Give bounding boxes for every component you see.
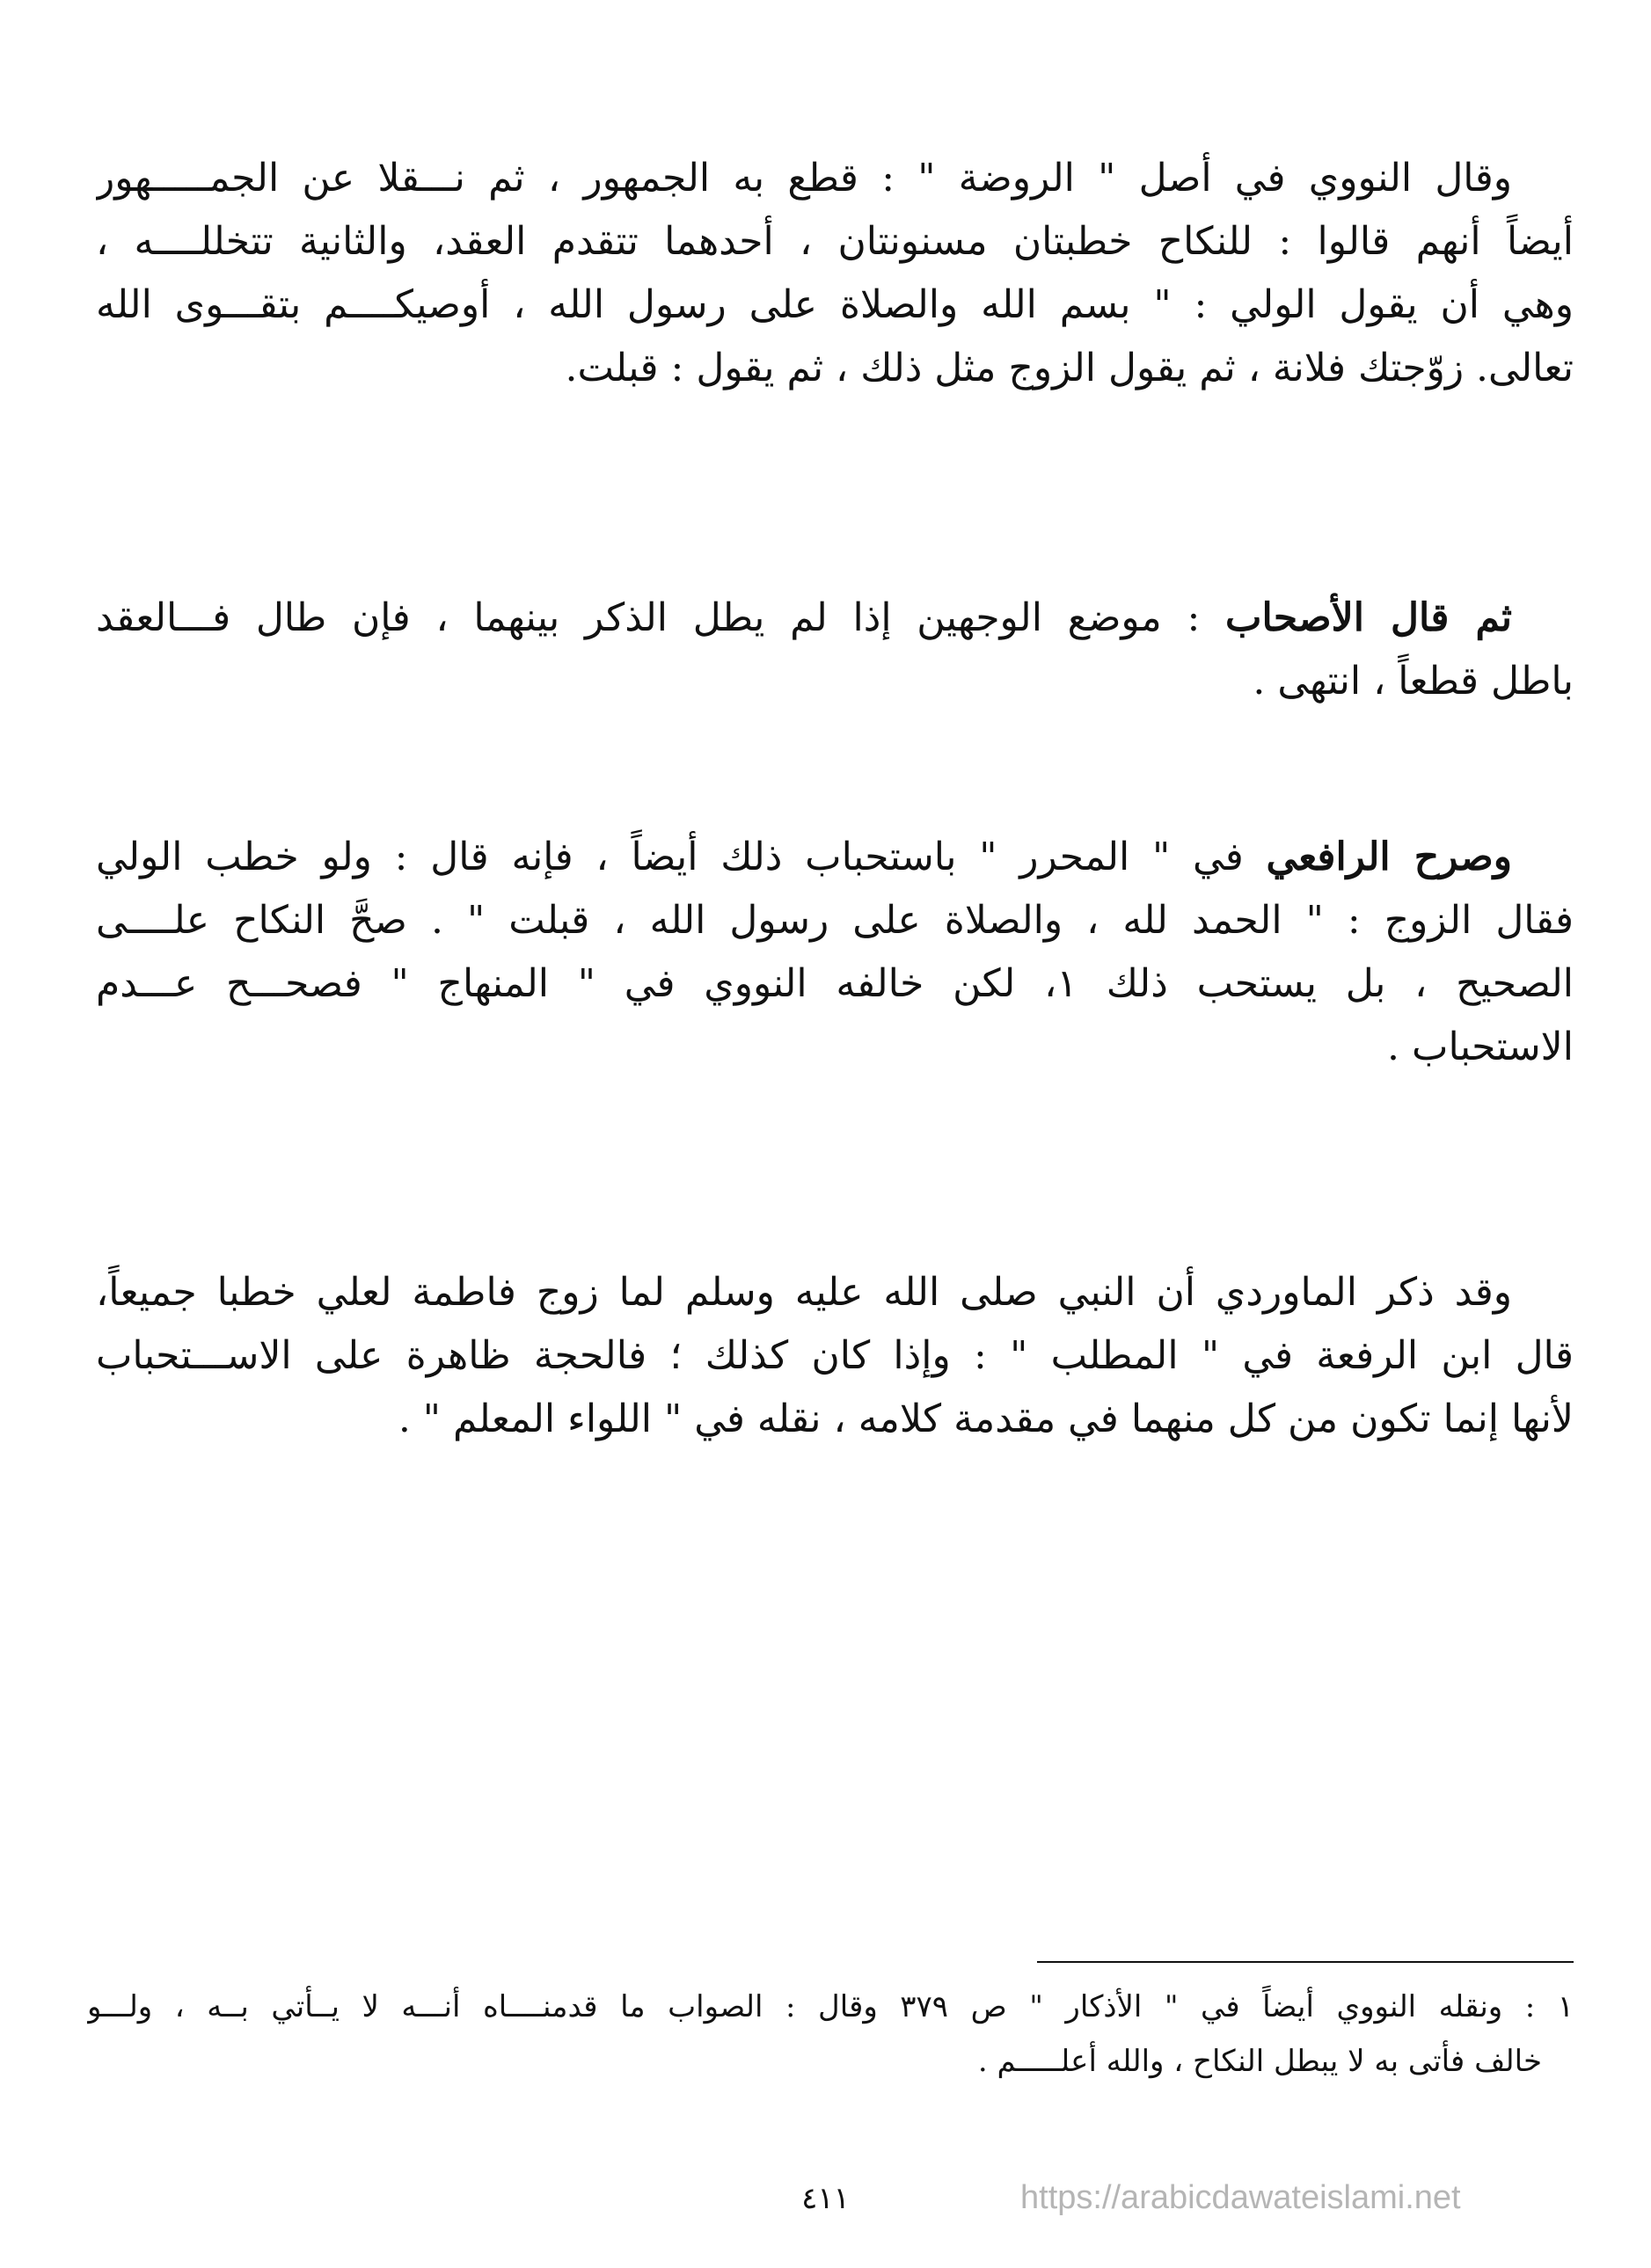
paragraph-line-rest: : موضع الوجهين إذا لم يطل الذكر بينهما ، فإن طال فـــالعقد: [96, 595, 1226, 640]
paragraph-line: لأنها إنما تكون من كل منهما في مقدمة كلامه ، نقله في " اللواء المعلم " .: [398, 1397, 1574, 1441]
paragraph-lead: وصرح الرافعي: [1266, 835, 1512, 879]
paragraph-line: أيضاً أنهم قالوا : للنكاح خطبتان مسنونتان ، أحدهما تتقدم العقد، والثانية تتخللــــه ،: [96, 219, 1574, 264]
paragraph-lead: ثم قال الأصحاب: [1225, 595, 1512, 640]
paragraph-line: [96, 587, 1574, 651]
paragraph-line: الصحيح ، بل يستحب ذلك ١، لكن خالفه النووي في " المنهاج " فصحـــح عـــدم: [96, 961, 1574, 1006]
paragraph-line: قال ابن الرفعة في " المطلب " : وإذا كان كذلك ؛ فالحجة ظاهرة على الاســـتحباب: [96, 1333, 1574, 1378]
footnote-line: خالف فأتى به لا يبطل النكاح ، والله أعلـــــم .: [977, 2044, 1542, 2079]
paragraph-line: فقال الزوج : " الحمد لله ، والصلاة على رسول الله ، قبلت " . صحَّ النكاح علــــى: [96, 898, 1574, 943]
paragraph-line: [96, 827, 1574, 890]
footnote-line: ١ : ونقله النووي أيضاً في " الأذكار " ص ٣٧٩ وقال : الصواب ما قدمنــــاه أنـــه لا يــأتي بــه ، ولـــو: [87, 1989, 1574, 2024]
paragraph-line-rest: في " المحرر " باستحباب ذلك أيضاً ، فإنه قال : ولو خطب الولي: [96, 835, 1267, 879]
paragraph-1: [96, 148, 1574, 401]
paragraph-4: [96, 1262, 1574, 1452]
paragraph-line: تعالى. زوّجتك فلانة ، ثم يقول الزوج مثل ذلك ، ثم يقول : قبلت.: [565, 346, 1574, 390]
page-number: ٤١١: [801, 2181, 850, 2216]
watermark-url: https://arabicdawateislami.net: [1020, 2179, 1461, 2216]
paragraph-line: وقد ذكر الماوردي أن النبي صلى الله عليه وسلم لما زوج فاطمة لعلي خطبا جميعاً،: [96, 1270, 1512, 1315]
paragraph-line: وهي أن يقول الولي : " بسم الله والصلاة على رسول الله ، أوصيكــــم بتقـــوى الله: [96, 282, 1574, 327]
paragraph-line: الاستحباب .: [1387, 1025, 1574, 1069]
paragraph-line: باطل قطعاً ، انتهى .: [1253, 659, 1574, 704]
paragraph-3: [96, 827, 1574, 1080]
footnote: [87, 1983, 1574, 2092]
paragraph-2: [96, 587, 1574, 714]
footnote-separator: [1037, 1961, 1574, 1963]
paragraph-line: وقال النووي في أصل " الروضة " : قطع به الجمهور ، ثم نـــقلا عن الجمـــــهور: [96, 156, 1512, 201]
